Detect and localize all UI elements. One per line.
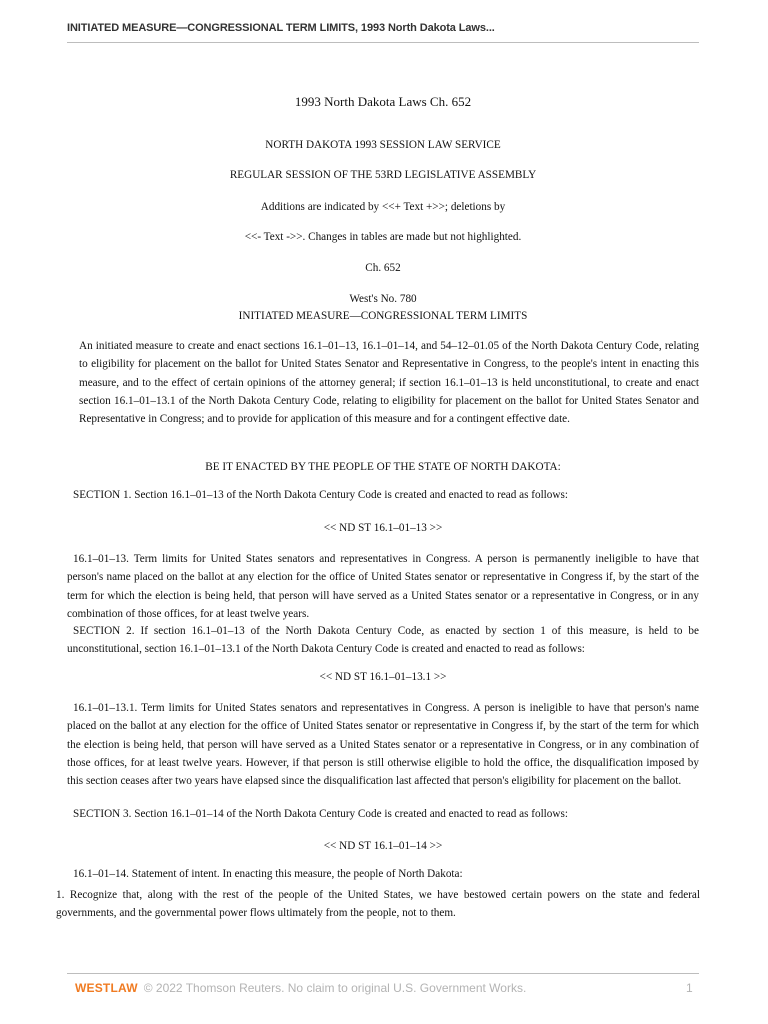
chapter-number: Ch. 652 [365,262,401,274]
section-3-heading: SECTION 3. Section 16.1–01–14 of the North Dakota Century Code is created and enacted to read as follows: [73,808,568,820]
page-number: 1 [686,981,693,995]
wests-number: West's No. 780 [349,293,417,305]
enacting-clause: BE IT ENACTED BY THE PEOPLE OF THE STATE OF NORTH DAKOTA: [205,461,561,473]
statute-reference-2: << ND ST 16.1–01–13.1 >> [319,671,447,683]
westlaw-logo: WESTLAW [75,981,138,995]
footer-divider [67,973,699,974]
section-1-heading: SECTION 1. Section 16.1–01–13 of the North Dakota Century Code is created and enacted to read as follows: [73,489,568,501]
header-divider [67,42,699,43]
additions-note-line1: Additions are indicated by <<+ Text +>>; deletions by [260,201,506,213]
citation-title: 1993 North Dakota Laws Ch. 652 [294,94,472,109]
measure-title: INITIATED MEASURE—CONGRESSIONAL TERM LIMITS [238,310,528,322]
statute-paragraph-1: 16.1–01–13. Term limits for United States senators and representatives in Congress. A person is permanently ineligible to have that person's name placed on the ballot at any election for the office of United States senator or representative in Congress if, by the start of the term for which the election is being held, that person will have served as a United States senator or a representative in Congress, or in any combination of those offices, for at least twelve years. [67,553,699,620]
intent-list-item-1: 1. Recognize that, along with the rest of the people of the United States, we have bestowed certain powers on the state and federal governments, and the governmental power flows ultimately from the people, not to them. [56,889,700,920]
copyright-notice: © 2022 Thomson Reuters. No claim to original U.S. Government Works. [143,981,527,995]
statute-reference-1: << ND ST 16.1–01–13 >> [323,522,443,534]
statute-paragraph-2: 16.1–01–13.1. Term limits for United States senators and representatives in Congress. A person is ineligible to have that person's name placed on the ballot at any election for the office of United States senator or representative in Congress if, by the start of the term for which the election is being held, that person will have served as a United States senator or a representative in Congress, or in any combination of those offices, for at least twelve years. However, if that person is still otherwise eligible to hold the office, the disqualification imposed by this section ceases after two years have elapsed since the disqualification last affected that person's eligibility for placement on the ballot. [67,702,699,788]
intro-paragraph: An initiated measure to create and enact sections 16.1–01–13, 16.1–01–14, and 54–12–01.05 of the North Dakota Century Code, relating to eligibility for placement on the ballot for United States Senator and Representative in Congress, to the people's intent in enacting this measure, and to the effect of certain opinions of the attorney general; if section 16.1–01–13 is held unconstitutional, to create and enact section 16.1–01–13.1 of the North Dakota Century Code, relating to eligibility for placement on the ballot for United States Senator and Representative in Congress; and to provide for application of this measure and for a contingent effective date. [79,340,699,426]
session-law-service: NORTH DAKOTA 1993 SESSION LAW SERVICE [265,139,501,151]
section-2-paragraph: SECTION 2. If section 16.1–01–13 of the North Dakota Century Code, as enacted by section 1 of this measure, is held to be unconstitutional, section 16.1–01–13.1 of the North Dakota Century Code is created and enacted to read as follows: [67,625,699,656]
session-heading: REGULAR SESSION OF THE 53RD LEGISLATIVE ASSEMBLY [229,169,537,181]
footer [75,981,695,995]
running-header: INITIATED MEASURE—CONGRESSIONAL TERM LIMITS, 1993 North Dakota Laws... [67,22,495,34]
statement-of-intent: 16.1–01–14. Statement of intent. In enacting this measure, the people of North Dakota: [73,868,463,880]
statute-reference-3: << ND ST 16.1–01–14 >> [323,840,443,852]
additions-note-line2: <<- Text ->>. Changes in tables are made but not highlighted. [244,231,522,243]
